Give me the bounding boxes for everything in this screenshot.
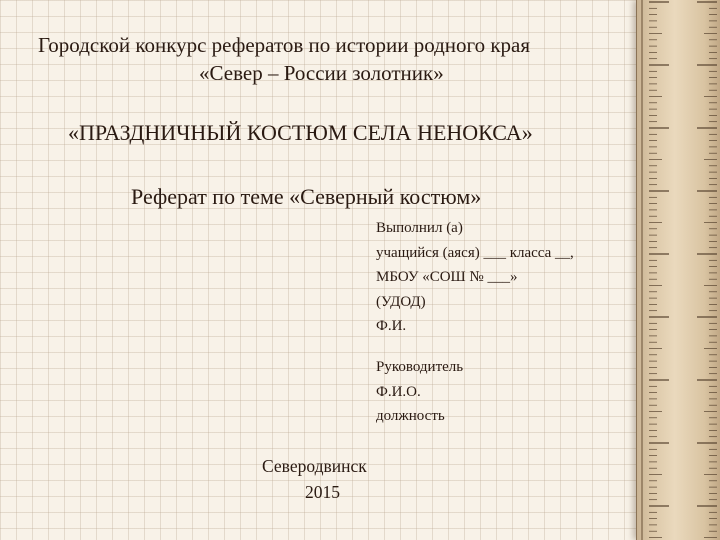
- year: 2015: [305, 482, 340, 502]
- author-line-performed: Выполнил (а): [376, 220, 463, 236]
- header-line-1: Городской конкурс рефератов по истории родного края: [38, 33, 531, 57]
- document-title: «ПРАЗДНИЧНЫЙ КОСТЮМ СЕЛА НЕНОКСА»: [68, 120, 533, 145]
- ruler-scale-ticks: [637, 0, 720, 540]
- document-subtitle: Реферат по теме «Северный костюм»: [131, 184, 482, 209]
- header-line-2: «Север – России золотник»: [199, 61, 444, 85]
- author-line-school: МБОУ «СОШ № ___»: [376, 269, 518, 286]
- ruler-decoration: [636, 0, 720, 540]
- city: Северодвинск: [262, 456, 367, 476]
- supervisor-line-position: должность: [376, 408, 445, 425]
- author-line-student: учащийся (аяся) ___ класса __,: [376, 244, 574, 261]
- author-line-name: Ф.И.: [376, 318, 407, 335]
- supervisor-line-name: Ф.И.О.: [376, 383, 421, 400]
- supervisor-line-role: Руководитель: [376, 359, 464, 375]
- author-line-organization: (УДОД): [376, 293, 426, 310]
- supervisor-block: [376, 355, 463, 429]
- author-block: [376, 216, 574, 339]
